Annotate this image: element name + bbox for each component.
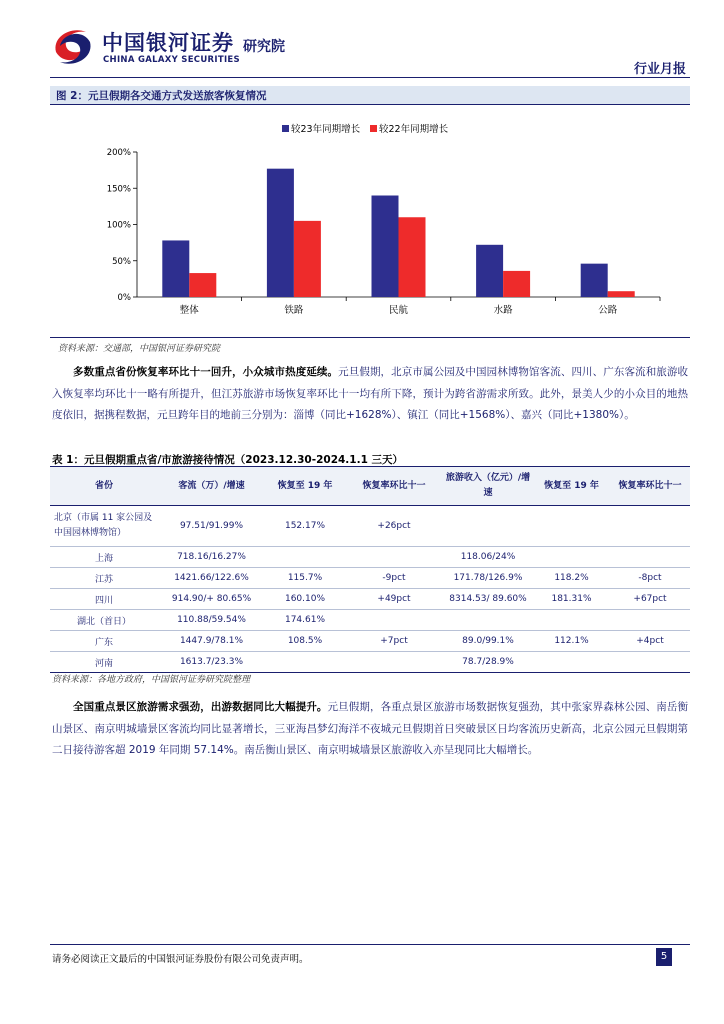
table-header-cell: 旅游收入（亿元）/增速 <box>443 467 533 506</box>
institute-label: 研究院 <box>243 39 285 55</box>
legend-swatch <box>282 125 289 132</box>
table-cell: 152.17% <box>265 506 345 547</box>
bar-vs-2022 <box>294 221 321 297</box>
table-cell <box>265 547 345 568</box>
bar-vs-2022 <box>189 273 216 297</box>
table-cell <box>610 547 690 568</box>
bar-vs-2023 <box>267 169 294 297</box>
disclaimer-text: 请务必阅读正文最后的中国银河证券股份有限公司免责声明。 <box>52 954 309 965</box>
table-header-cell: 省份 <box>50 467 158 506</box>
table-row <box>50 506 690 547</box>
figure-divider <box>50 337 690 338</box>
table-cell: 108.5% <box>265 631 345 652</box>
x-tick-label: 整体 <box>179 305 199 316</box>
y-tick-label: 100% <box>106 220 131 231</box>
table-row <box>50 589 690 610</box>
table-cell: 广东 <box>50 631 158 652</box>
table-cell: 118.2% <box>533 568 610 589</box>
bar-vs-2022 <box>608 291 635 297</box>
table-row <box>50 568 690 589</box>
table-cell <box>533 506 610 547</box>
table-cell: 78.7/28.9% <box>443 652 533 673</box>
table-cell <box>443 506 533 547</box>
figure-source: 资料来源：交通部，中国银河证券研究院 <box>58 344 221 354</box>
bar-vs-2023 <box>162 240 189 297</box>
table-cell: 1613.7/23.3% <box>158 652 265 673</box>
report-type-label: 行业月报 <box>633 62 686 77</box>
paragraph-body: 元旦假期，各重点景区旅游市场数据恢复强劲，其中张家界森林公园、南岳衡山景区、南京明城墙景区客流均同比显著增长，三亚海昌梦幻海洋不夜城元旦假期首日突破景区日均客流历史新高，北京公园元旦假期第二日接待游客超 2019 年同期 57.14%。南岳衡山景区、南京明城墙景区旅游收入亦呈现同比大幅增长。 <box>52 701 689 756</box>
paragraph-lead: 全国重点景区旅游需求强劲，出游数据同比大幅提升。 <box>73 701 328 713</box>
figure-title: 图 2：元旦假期各交通方式发送旅客恢复情况 <box>56 90 267 102</box>
table-cell: 89.0/99.1% <box>443 631 533 652</box>
footer-divider <box>50 944 690 945</box>
bar-vs-2023 <box>372 196 399 298</box>
table-cell: 8314.53/ 89.60% <box>443 589 533 610</box>
table-title: 表 1：元旦假期重点省/市旅游接待情况（2023.12.30-2024.1.1 三天） <box>52 454 404 466</box>
table-cell: -8pct <box>610 568 690 589</box>
chart-legend <box>282 123 449 135</box>
x-tick-label: 铁路 <box>284 305 304 316</box>
table-cell: +67pct <box>610 589 690 610</box>
tourism-table-wrap <box>50 466 690 673</box>
table-cell: 1447.9/78.1% <box>158 631 265 652</box>
table-cell <box>345 547 443 568</box>
table-cell: 北京（市属 11 家公园及中国园林博物馆） <box>50 506 158 547</box>
bar-vs-2023 <box>476 245 503 297</box>
y-tick-label: 150% <box>106 184 131 195</box>
table-header-cell: 恢复率环比十一 <box>610 467 690 506</box>
x-tick-label: 民航 <box>388 305 409 316</box>
bar-chart <box>50 110 690 335</box>
table-header-row <box>50 467 690 506</box>
y-tick-label: 200% <box>106 148 131 158</box>
table-header-cell: 恢复至 19 年 <box>265 467 345 506</box>
table-cell <box>610 652 690 673</box>
table-cell <box>610 506 690 547</box>
table-cell <box>345 610 443 631</box>
table-cell <box>533 652 610 673</box>
paragraph-body: 元旦假期，北京市属公园及中国园林博物馆客流、四川、广东客流和旅游收入恢复率均环比十一略有所提升，但江苏旅游市场恢复率环比十一均有所下降，预计为跨省游需求所致。此外，景美人少的小众目的地热度依旧，据携程数据，元旦跨年目的地前三分别为：淄博（同比+1628%）、镇江（同比+1568%）、嘉兴（同比+1380%）。 <box>52 366 689 421</box>
table-cell: 115.7% <box>265 568 345 589</box>
page-number: 5 <box>656 948 672 966</box>
table-header-cell: 恢复率环比十一 <box>345 467 443 506</box>
table-cell <box>610 610 690 631</box>
table-cell: 河南 <box>50 652 158 673</box>
table-cell: +49pct <box>345 589 443 610</box>
bar-vs-2022 <box>399 217 426 297</box>
table-cell: 914.90/+ 80.65% <box>158 589 265 610</box>
tourism-table <box>50 466 690 673</box>
table-cell: 181.31% <box>533 589 610 610</box>
legend-swatch <box>370 125 377 132</box>
table-cell <box>533 610 610 631</box>
table-cell: 110.88/59.54% <box>158 610 265 631</box>
brand-name-en: CHINA GALAXY SECURITIES <box>103 55 240 65</box>
legend-label: 较22年同期增长 <box>379 124 449 135</box>
paragraph-scenic-demand <box>52 697 688 762</box>
legend-label: 较23年同期增长 <box>291 124 361 135</box>
y-tick-label: 50% <box>112 256 131 267</box>
table-cell: 171.78/126.9% <box>443 568 533 589</box>
table-cell: 118.06/24% <box>443 547 533 568</box>
paragraph-recovery-rate <box>52 362 688 427</box>
table-cell: +4pct <box>610 631 690 652</box>
table-cell <box>265 652 345 673</box>
table-header-cell: 客流（万）/增速 <box>158 467 265 506</box>
table-cell: 湖北（首日） <box>50 610 158 631</box>
table-cell: 1421.66/122.6% <box>158 568 265 589</box>
table-cell: 四川 <box>50 589 158 610</box>
table-row <box>50 610 690 631</box>
table-row <box>50 652 690 673</box>
table-source: 资料来源：各地方政府，中国银河证券研究院整理 <box>52 675 251 685</box>
header-divider <box>50 77 690 78</box>
table-row <box>50 547 690 568</box>
bar-vs-2022 <box>503 271 530 297</box>
table-cell: 174.61% <box>265 610 345 631</box>
table-header-cell: 恢复至 19 年 <box>533 467 610 506</box>
bar-vs-2023 <box>581 264 608 297</box>
table-cell: +7pct <box>345 631 443 652</box>
table-cell: 97.51/91.99% <box>158 506 265 547</box>
table-cell: 718.16/16.27% <box>158 547 265 568</box>
brand-name-cn: 中国银河证券 <box>102 31 234 55</box>
chart-plot <box>107 148 660 316</box>
table-row <box>50 631 690 652</box>
table-cell: -9pct <box>345 568 443 589</box>
x-tick-label: 公路 <box>598 305 618 316</box>
paragraph-lead: 多数重点省份恢复率环比十一回升，小众城市热度延续。 <box>73 366 339 378</box>
y-tick-label: 0% <box>117 293 131 303</box>
table-cell: +26pct <box>345 506 443 547</box>
table-cell: 160.10% <box>265 589 345 610</box>
table-cell <box>345 652 443 673</box>
table-cell: 上海 <box>50 547 158 568</box>
table-cell: 112.1% <box>533 631 610 652</box>
table-cell: 江苏 <box>50 568 158 589</box>
galaxy-swirl-logo-icon <box>50 24 96 70</box>
table-cell <box>533 547 610 568</box>
x-tick-label: 水路 <box>493 305 513 316</box>
table-cell <box>443 610 533 631</box>
